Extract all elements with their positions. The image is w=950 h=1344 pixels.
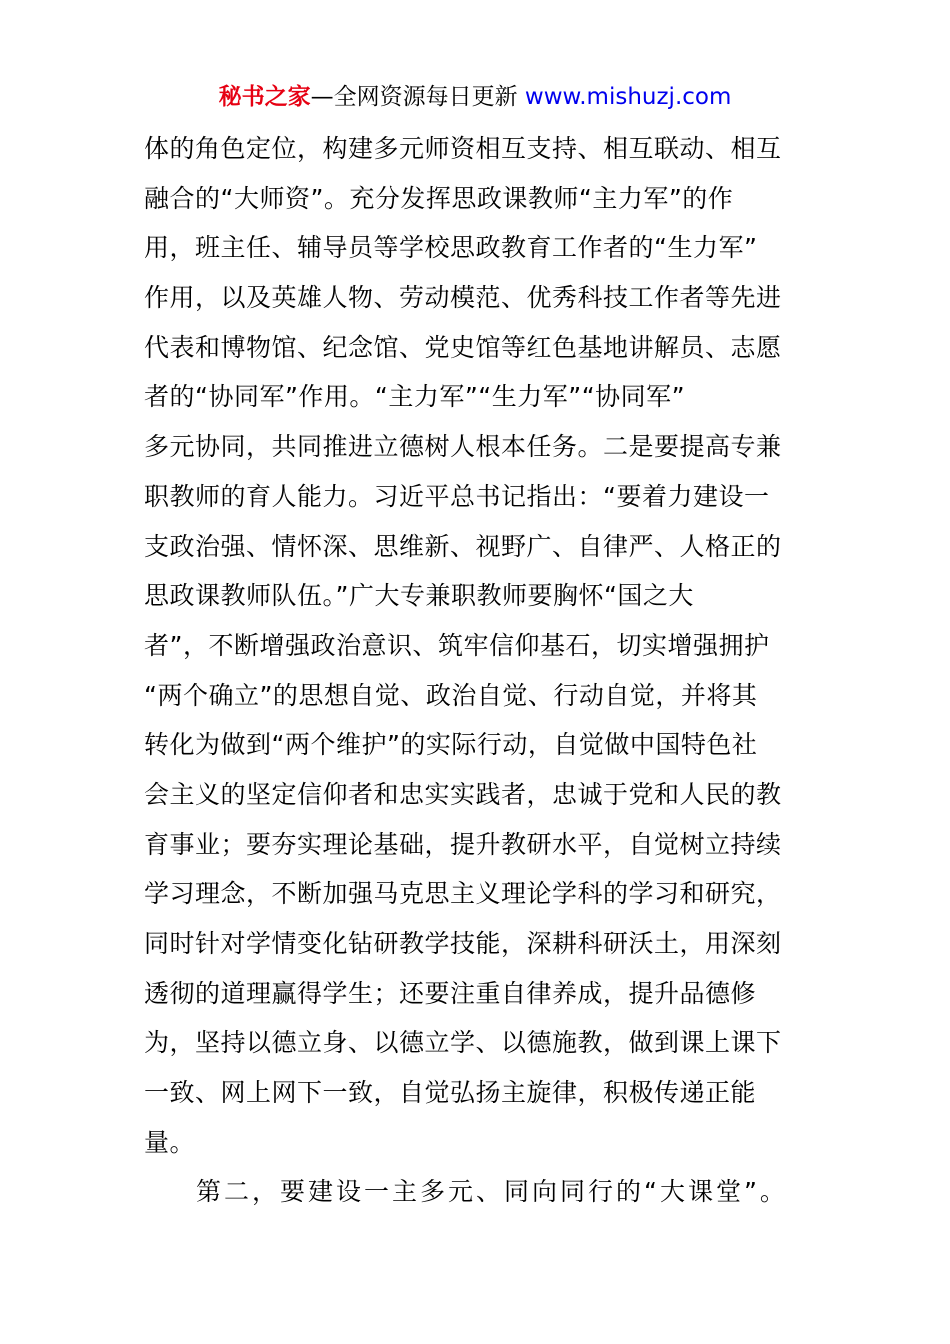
- text-line: 量。: [144, 1127, 196, 1157]
- text-line: 会主义的坚定信仰者和忠实实践者，忠诚于党和人民的教: [144, 779, 782, 809]
- text-line: 多元协同，共同推进立德树人根本任务。二是要提高专兼: [144, 432, 782, 462]
- text-line: 融合的“大师资”。充分发挥思政课教师“主力军”的作: [144, 183, 734, 213]
- text-line: 一致、网上网下一致，自觉弘扬主旋律，积极传递正能: [144, 1078, 757, 1108]
- text-line: 代表和博物馆、纪念馆、党史馆等红色基地讲解员、志愿: [144, 332, 782, 362]
- page-header: [0, 80, 950, 114]
- site-url-link[interactable]: www.mishuzj.com: [524, 84, 732, 110]
- text-line: 职教师的育人能力。习近平总书记指出：“要着力建设一: [144, 481, 770, 511]
- document-body: [144, 124, 816, 1217]
- text-line: 作用，以及英雄人物、劳动模范、优秀科技工作者等先进: [144, 283, 782, 313]
- text-line: 者的“协同军”作用。“主力军”“生力军”“协同军”: [144, 382, 686, 412]
- text-line: 透彻的道理赢得学生；还要注重自律养成，提升品德修: [144, 978, 757, 1008]
- section-heading-line: 第二，要建设一主多元、同向同行的“大课堂”。: [196, 1177, 788, 1207]
- text-line: 育事业；要夯实理论基础，提升教研水平，自觉树立持续: [144, 829, 782, 859]
- text-line: 用，班主任、辅导员等学校思政教育工作者的“生力军”: [144, 233, 758, 263]
- text-line: 支政治强、情怀深、思维新、视野广、自律严、人格正的: [144, 531, 782, 561]
- text-line: 体的角色定位，构建多元师资相互支持、相互联动、相互: [144, 134, 782, 163]
- text-line: 学习理念，不断加强马克思主义理论学科的学习和研究，: [144, 879, 782, 909]
- text-line: 转化为做到“两个维护”的实际行动，自觉做中国特色社: [144, 730, 758, 760]
- text-line: “两个确立”的思想自觉、政治自觉、行动自觉，并将其: [144, 680, 758, 710]
- text-line: 思政课教师队伍。”广大专兼职教师要胸怀“国之大: [144, 581, 694, 611]
- text-line: 为，坚持以德立身、以德立学、以德施教，做到课上课下: [144, 1028, 782, 1058]
- text-line: 者”，不断增强政治意识、筑牢信仰基石，切实增强拥护: [144, 630, 770, 660]
- text-line: 同时针对学情变化钻研教学技能，深耕科研沃土，用深刻: [144, 929, 782, 958]
- site-brand: 秘书之家: [218, 84, 311, 110]
- site-tagline: —全网资源每日更新: [310, 84, 525, 110]
